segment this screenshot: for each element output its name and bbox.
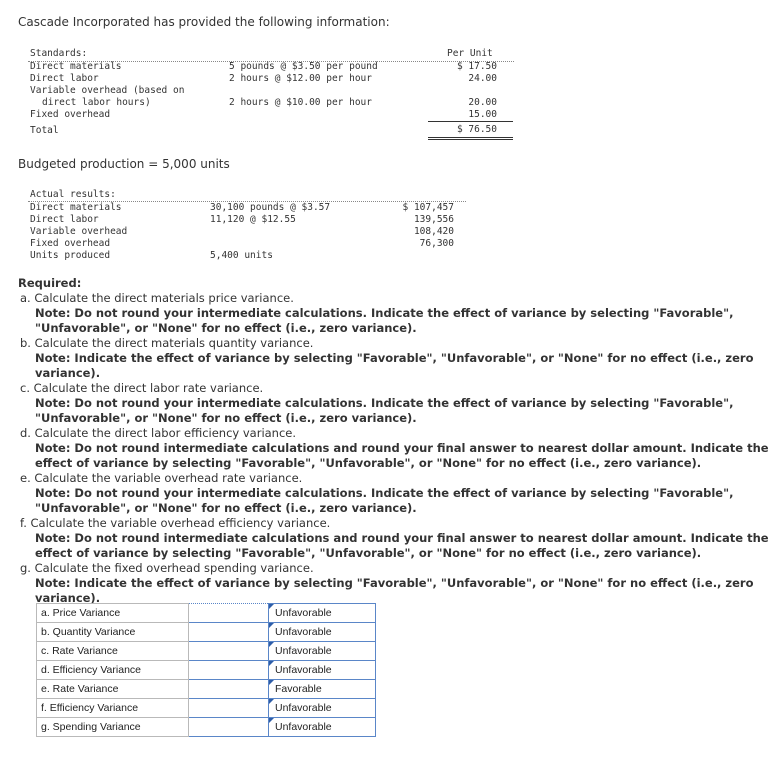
std-label-total: Total <box>30 125 59 136</box>
intro-text: Cascade Incorporated has provided the following information: <box>18 15 390 29</box>
answer-label: c. Rate Variance <box>37 642 189 661</box>
answer-label: d. Efficiency Variance <box>37 661 189 680</box>
dropdown-marker-icon <box>269 680 274 685</box>
required-item: f. Calculate the variable overhead efficiency variance. <box>20 516 331 530</box>
act-label: Direct materials <box>30 202 122 213</box>
answer-label: g. Spending Variance <box>37 718 189 737</box>
answer-row <box>37 642 376 661</box>
act-detail: 11,120 @ $12.55 <box>210 214 296 225</box>
answer-row <box>37 718 376 737</box>
act-detail: 5,400 units <box>210 250 273 261</box>
required-item: a. Calculate the direct materials price variance. <box>20 291 294 305</box>
answer-label: b. Quantity Variance <box>37 623 189 642</box>
actual-header: Actual results: <box>30 189 116 200</box>
answer-label: f. Efficiency Variance <box>37 699 189 718</box>
act-amount: 76,300 <box>419 238 454 249</box>
required-item: b. Calculate the direct materials quantity variance. <box>20 336 314 350</box>
amount-input[interactable] <box>189 604 269 623</box>
std-per-unit: 15.00 <box>468 109 497 120</box>
std-detail: 5 pounds @ $3.50 per pound <box>229 61 378 72</box>
answer-label: e. Rate Variance <box>37 680 189 699</box>
dropdown-marker-icon <box>269 699 274 704</box>
required-item: e. Calculate the variable overhead rate variance. <box>20 471 303 485</box>
std-detail: 2 hours @ $10.00 per hour <box>229 97 372 108</box>
std-detail: 2 hours @ $12.00 per hour <box>229 73 372 84</box>
std-label: direct labor hours) <box>42 97 151 108</box>
required-item: d. Calculate the direct labor efficiency variance. <box>20 426 297 440</box>
required-note: Note: Indicate the effect of variance by selecting "Favorable", "Unfavorable", or "None" for no effect (i.e., zero variance). <box>35 576 754 605</box>
std-per-unit: 24.00 <box>468 73 497 84</box>
std-per-unit: $ 17.50 <box>456 61 497 72</box>
std-per-unit: 20.00 <box>468 97 497 108</box>
dropdown-marker-icon <box>269 718 274 723</box>
total-rule-1 <box>428 137 513 138</box>
act-label: Fixed overhead <box>30 238 111 249</box>
act-detail: 30,100 pounds @ $3.57 <box>210 202 331 213</box>
effect-value: Favorable <box>275 683 322 695</box>
amount-input[interactable] <box>189 661 269 680</box>
answer-row <box>37 680 376 699</box>
budgeted-production: Budgeted production = 5,000 units <box>18 157 230 171</box>
per-unit-header: Per Unit <box>447 48 493 59</box>
act-amount: 108,420 <box>413 226 454 237</box>
dropdown-marker-icon <box>269 642 274 647</box>
amount-input[interactable] <box>189 699 269 718</box>
act-amount: 139,556 <box>413 214 454 225</box>
act-label: Variable overhead <box>30 226 128 237</box>
answer-table <box>36 603 376 737</box>
required-item: g. Calculate the fixed overhead spending variance. <box>20 561 314 575</box>
answer-row <box>37 604 376 623</box>
effect-dropdown[interactable] <box>269 604 376 623</box>
required-note: Note: Do not round intermediate calculations and round your final answer to nearest dollar amount. Indicate the effect of variance by selecting "Favorable", "Unfavorable", or "None" for no effect (i.e., zero variance). <box>35 441 769 470</box>
required-note: Note: Do not round your intermediate calculations. Indicate the effect of variance by selecting "Favorable", "Unfavorable", or "None" for no effect (i.e., zero variance). <box>35 306 734 335</box>
answer-label: a. Price Variance <box>37 604 189 623</box>
required-note: Note: Indicate the effect of variance by selecting "Favorable", "Unfavorable", or "None" for no effect (i.e., zero variance). <box>35 351 754 380</box>
amount-input[interactable] <box>189 718 269 737</box>
answer-row <box>37 623 376 642</box>
answer-row <box>37 661 376 680</box>
required-note: Note: Do not round your intermediate calculations. Indicate the effect of variance by selecting "Favorable", "Unfavorable", or "None" for no effect (i.e., zero variance). <box>35 486 734 515</box>
dropdown-marker-icon <box>269 623 274 628</box>
effect-dropdown[interactable] <box>269 699 376 718</box>
effect-value: Unfavorable <box>275 664 332 676</box>
std-label: Fixed overhead <box>30 109 111 120</box>
effect-dropdown[interactable] <box>269 623 376 642</box>
std-total-value: $ 76.50 <box>456 124 497 135</box>
amount-input[interactable] <box>189 623 269 642</box>
effect-value: Unfavorable <box>275 626 332 638</box>
effect-value: Unfavorable <box>275 721 332 733</box>
std-label: Direct labor <box>30 73 99 84</box>
subtotal-rule <box>428 121 513 122</box>
required-note: Note: Do not round your intermediate calculations. Indicate the effect of variance by selecting "Favorable", "Unfavorable", or "None" for no effect (i.e., zero variance). <box>35 396 734 425</box>
act-amount: $ 107,457 <box>402 202 454 213</box>
effect-value: Unfavorable <box>275 607 332 619</box>
standards-header: Standards: <box>30 48 88 59</box>
required-section <box>18 276 770 606</box>
answer-row <box>37 699 376 718</box>
effect-dropdown[interactable] <box>269 642 376 661</box>
effect-dropdown[interactable] <box>269 718 376 737</box>
std-label: Direct materials <box>30 61 122 72</box>
required-title: Required: <box>18 276 82 290</box>
effect-dropdown[interactable] <box>269 680 376 699</box>
amount-input[interactable] <box>189 680 269 699</box>
required-item: c. Calculate the direct labor rate variance. <box>20 381 264 395</box>
act-label: Units produced <box>30 250 111 261</box>
effect-value: Unfavorable <box>275 645 332 657</box>
effect-dropdown[interactable] <box>269 661 376 680</box>
required-note: Note: Do not round intermediate calculations and round your final answer to nearest dollar amount. Indicate the effect of variance by selecting "Favorable", "Unfavorable", or "None" for no effect (i.e., zero variance). <box>35 531 769 560</box>
std-label: Variable overhead (based on <box>30 85 185 96</box>
effect-value: Unfavorable <box>275 702 332 714</box>
amount-input[interactable] <box>189 642 269 661</box>
total-rule-2 <box>428 139 513 140</box>
act-label: Direct labor <box>30 214 99 225</box>
dropdown-marker-icon <box>269 661 274 666</box>
dropdown-marker-icon <box>269 604 274 609</box>
